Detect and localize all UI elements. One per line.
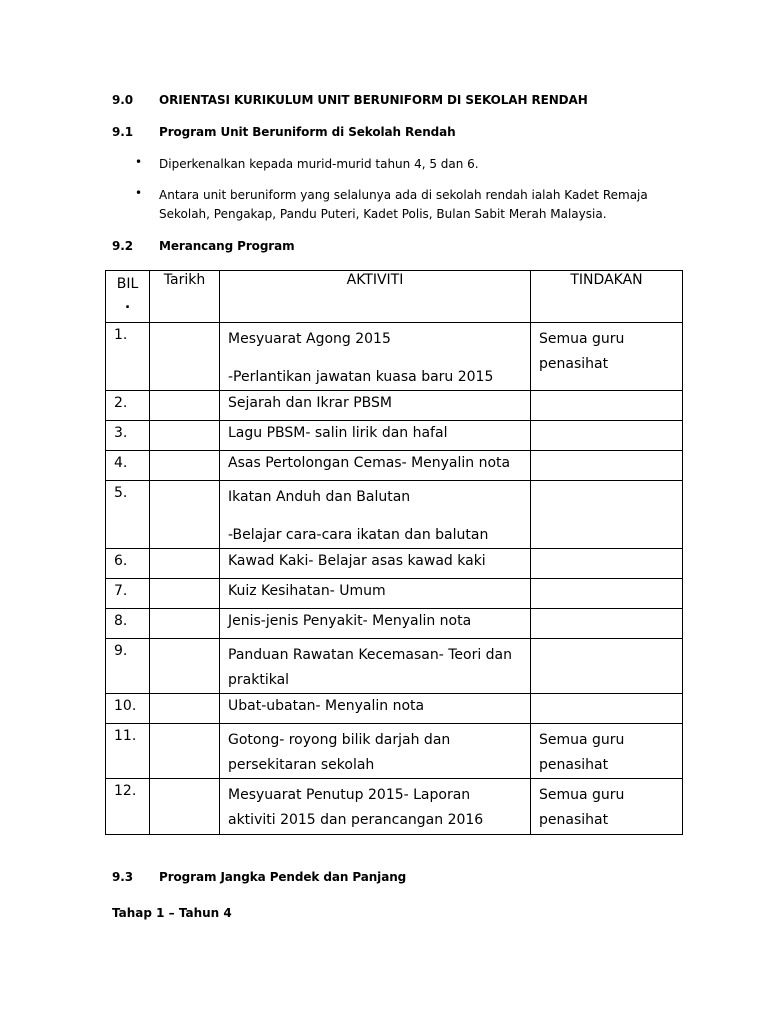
table-row bbox=[106, 549, 683, 579]
cell-aktiviti: Sejarah dan Ikrar PBSM bbox=[220, 391, 531, 421]
cell-tarikh bbox=[150, 391, 220, 421]
cell-tarikh bbox=[150, 323, 220, 391]
cell-aktiviti: Panduan Rawatan Kecemasan- Teori dan praktikal bbox=[220, 639, 531, 694]
cell-aktiviti: Ubat-ubatan- Menyalin nota bbox=[220, 694, 531, 724]
cell-tarikh bbox=[150, 724, 220, 779]
bullet-text: Antara unit beruniform yang selalunya ada di sekolah rendah ialah Kadet Remaja Sekolah, Pengakap, Pandu Puteri, Kadet Polis, Bulan Sabit Merah Malaysia. bbox=[159, 188, 648, 221]
section-title: Program Jangka Pendek dan Panjang bbox=[159, 870, 407, 884]
cell-bil: 4. bbox=[106, 451, 150, 481]
cell-tindakan bbox=[531, 481, 683, 549]
cell-bil: 9. bbox=[106, 639, 150, 694]
tahap-label: Tahap 1 – Tahun 4 bbox=[112, 906, 232, 920]
cell-tindakan bbox=[531, 639, 683, 694]
header-tarikh: Tarikh bbox=[150, 271, 220, 323]
cell-tarikh bbox=[150, 639, 220, 694]
header-bil: BIL . bbox=[106, 271, 150, 323]
table-row bbox=[106, 323, 683, 391]
cell-tindakan bbox=[531, 421, 683, 451]
table-row bbox=[106, 451, 683, 481]
cell-bil: 3. bbox=[106, 421, 150, 451]
table-row bbox=[106, 579, 683, 609]
table-row bbox=[106, 421, 683, 451]
cell-tarikh bbox=[150, 609, 220, 639]
cell-tarikh bbox=[150, 579, 220, 609]
cell-bil: 11. bbox=[106, 724, 150, 779]
cell-bil: 5. bbox=[106, 481, 150, 549]
program-table bbox=[105, 270, 683, 835]
header-aktiviti: AKTIVITI bbox=[220, 271, 531, 323]
cell-bil: 1. bbox=[106, 323, 150, 391]
table-row bbox=[106, 481, 683, 549]
cell-aktiviti: Ikatan Anduh dan Balutan -Belajar cara-cara ikatan dan balutan bbox=[220, 481, 531, 549]
cell-aktiviti: Gotong- royong bilik darjah dan persekitaran sekolah bbox=[220, 724, 531, 779]
cell-tindakan bbox=[531, 391, 683, 421]
cell-bil: 2. bbox=[106, 391, 150, 421]
section-title: Program Unit Beruniform di Sekolah Rendah bbox=[159, 125, 456, 139]
cell-aktiviti: Lagu PBSM- salin lirik dan hafal bbox=[220, 421, 531, 451]
cell-tindakan bbox=[531, 579, 683, 609]
header-tindakan: TINDAKAN bbox=[531, 271, 683, 323]
table-row bbox=[106, 779, 683, 835]
cell-tindakan bbox=[531, 549, 683, 579]
cell-aktiviti: Jenis-jenis Penyakit- Menyalin nota bbox=[220, 609, 531, 639]
section-number: 9.0 bbox=[112, 93, 133, 107]
cell-tarikh bbox=[150, 694, 220, 724]
cell-bil: 8. bbox=[106, 609, 150, 639]
cell-bil: 7. bbox=[106, 579, 150, 609]
cell-tindakan bbox=[531, 694, 683, 724]
cell-tindakan: Semua guru penasihat bbox=[531, 323, 683, 391]
section-number: 9.2 bbox=[112, 239, 133, 253]
cell-aktiviti: Mesyuarat Agong 2015 -Perlantikan jawatan kuasa baru 2015 bbox=[220, 323, 531, 391]
cell-tarikh bbox=[150, 451, 220, 481]
table-row bbox=[106, 639, 683, 694]
cell-bil: 12. bbox=[106, 779, 150, 835]
table-row bbox=[106, 391, 683, 421]
cell-aktiviti: Asas Pertolongan Cemas- Menyalin nota bbox=[220, 451, 531, 481]
table-row bbox=[106, 724, 683, 779]
section-number: 9.3 bbox=[112, 870, 133, 884]
section-title: Merancang Program bbox=[159, 239, 295, 253]
cell-aktiviti: Mesyuarat Penutup 2015- Laporan aktiviti 2015 dan perancangan 2016 bbox=[220, 779, 531, 835]
cell-tarikh bbox=[150, 421, 220, 451]
cell-tarikh bbox=[150, 549, 220, 579]
cell-tindakan bbox=[531, 451, 683, 481]
cell-tindakan: Semua guru penasihat bbox=[531, 724, 683, 779]
table-row bbox=[106, 694, 683, 724]
cell-bil: 10. bbox=[106, 694, 150, 724]
bullet-text: Diperkenalkan kepada murid-murid tahun 4, 5 dan 6. bbox=[159, 157, 479, 171]
cell-aktiviti: Kawad Kaki- Belajar asas kawad kaki bbox=[220, 549, 531, 579]
section-number: 9.1 bbox=[112, 125, 133, 139]
table-header-row bbox=[106, 271, 683, 323]
cell-tarikh bbox=[150, 779, 220, 835]
cell-tindakan: Semua guru penasihat bbox=[531, 779, 683, 835]
cell-aktiviti: Kuiz Kesihatan- Umum bbox=[220, 579, 531, 609]
cell-bil: 6. bbox=[106, 549, 150, 579]
bullet-dot-icon: • bbox=[135, 155, 143, 169]
cell-tindakan bbox=[531, 609, 683, 639]
bullet-dot-icon: • bbox=[135, 186, 143, 200]
cell-tarikh bbox=[150, 481, 220, 549]
section-title: ORIENTASI KURIKULUM UNIT BERUNIFORM DI SEKOLAH RENDAH bbox=[159, 93, 588, 107]
table-row bbox=[106, 609, 683, 639]
